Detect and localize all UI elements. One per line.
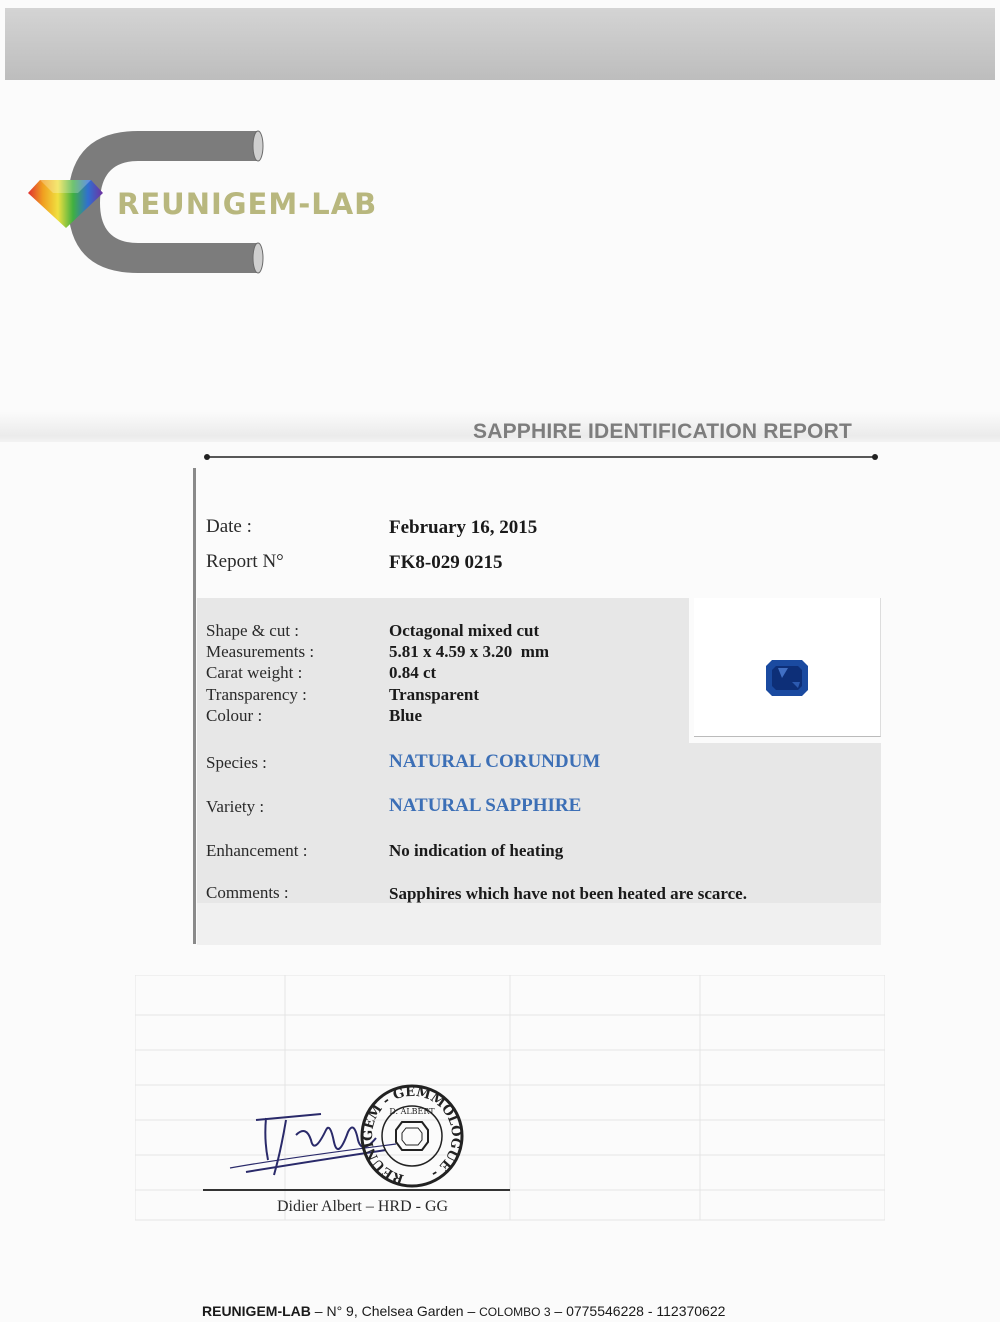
signature-and-stamp bbox=[226, 1080, 526, 1200]
gem-photo bbox=[694, 598, 881, 737]
transparency-value: Transparent bbox=[389, 685, 480, 704]
comments-value: Sapphires which have not been heated are scarce. bbox=[389, 884, 747, 903]
svg-text:REUNIGEM - GEMMOLOGUE -: REUNIGEM - GEMMOLOGUE - bbox=[360, 1084, 464, 1187]
footer-street: – N° 9, Chelsea Garden – bbox=[310, 1303, 480, 1319]
report-title: SAPPHIRE IDENTIFICATION REPORT bbox=[473, 420, 852, 443]
carat-weight-value: 0.84 ct bbox=[389, 663, 437, 682]
shape-cut-label: Shape & cut : bbox=[206, 621, 300, 640]
sapphire-image bbox=[764, 658, 810, 698]
shaded-panel bbox=[197, 903, 881, 945]
measurements-value: 5.81 x 4.59 x 3.20 mm bbox=[389, 642, 550, 661]
date-value: February 16, 2015 bbox=[389, 517, 538, 538]
report-number-value: FK8-029 0215 bbox=[389, 552, 503, 573]
comments-label: Comments : bbox=[206, 883, 289, 902]
svg-text:D. ALBERT: D. ALBERT bbox=[389, 1107, 435, 1116]
scan-top-band bbox=[5, 8, 995, 80]
footer-phones: – 0775546228 - 112370622 bbox=[550, 1303, 726, 1319]
carat-weight-label: Carat weight : bbox=[206, 663, 303, 682]
variety-label: Variety : bbox=[206, 797, 265, 816]
species-label: Species : bbox=[206, 753, 267, 772]
footer-address bbox=[202, 1303, 725, 1319]
species-value: NATURAL CORUNDUM bbox=[389, 751, 601, 772]
signature-line bbox=[203, 1189, 510, 1191]
date-label: Date : bbox=[206, 516, 252, 537]
footer-city: COLOMBO 3 bbox=[479, 1305, 551, 1319]
frame-left-rule bbox=[193, 468, 196, 944]
footer-lab-name: REUNIGEM-LAB bbox=[202, 1303, 311, 1319]
title-rule bbox=[203, 452, 879, 462]
enhancement-value: No indication of heating bbox=[389, 841, 564, 860]
variety-value: NATURAL SAPPHIRE bbox=[389, 795, 582, 816]
report-number-label: Report N° bbox=[206, 551, 284, 572]
shape-cut-value: Octagonal mixed cut bbox=[389, 621, 540, 640]
enhancement-label: Enhancement : bbox=[206, 841, 308, 860]
measurements-label: Measurements : bbox=[206, 642, 315, 661]
colour-label: Colour : bbox=[206, 706, 263, 725]
signatory-name: Didier Albert – HRD - GG bbox=[277, 1198, 449, 1215]
colour-value: Blue bbox=[389, 706, 423, 725]
logo-text: REUNIGEM-LAB bbox=[117, 187, 378, 221]
transparency-label: Transparency : bbox=[206, 685, 307, 704]
